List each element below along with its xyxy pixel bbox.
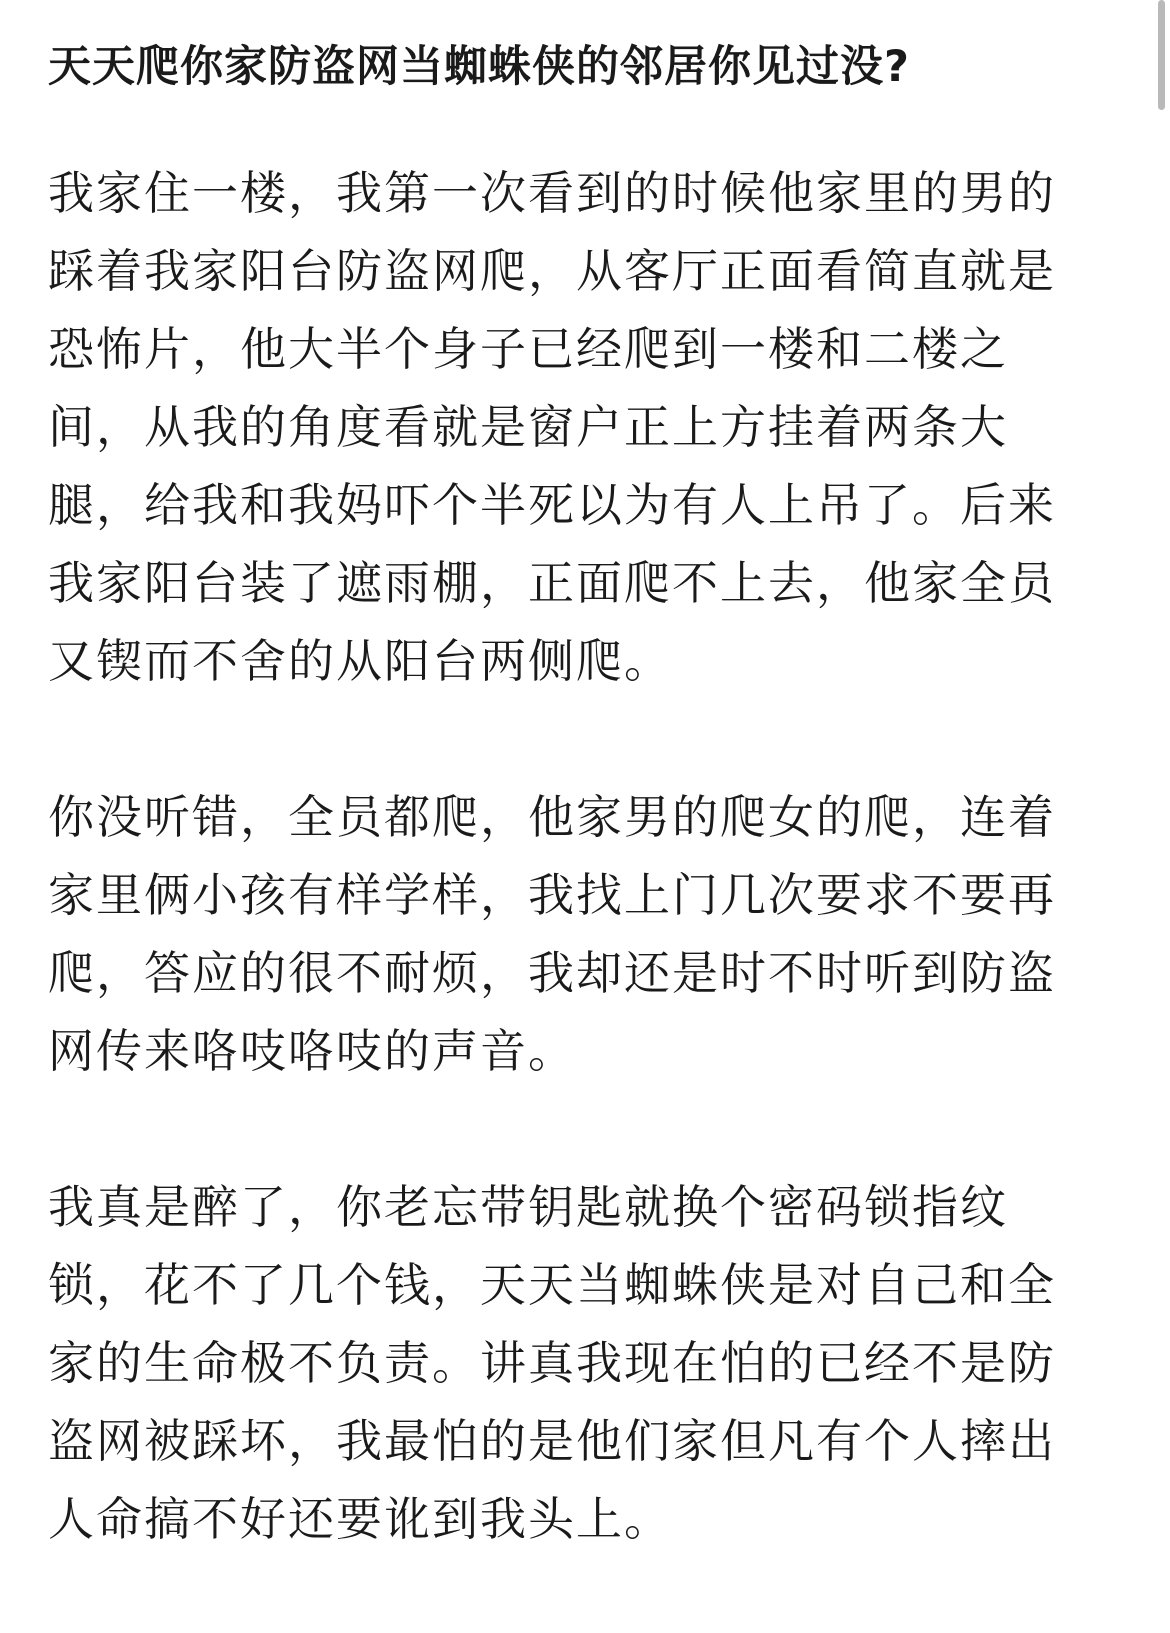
post-content: [48, 34, 1108, 1558]
post-title: 天天爬你家防盗网当蜘蛛侠的邻居你见过没?: [48, 42, 910, 92]
scrollbar-thumb[interactable]: [1158, 0, 1165, 110]
post-paragraph-1: 我家住一楼，我第一次看到的时候他家里的男的 踩着我家阳台防盗网爬，从客厅正面看简直就是 恐怖片，他大半个身子已经爬到一楼和二楼之 间，从我的角度看就是窗户正上方挂着两条大 腿，给我和我妈吓个半死以为有人上吊了。后来 我家阳台装了遮雨棚，正面爬不上去，他家全员 又锲而不舍的从阳台两侧爬。: [48, 166, 1056, 688]
post-paragraph-3: 我真是醉了，你老忘带钥匙就换个密码锁指纹 锁，花不了几个钱，天天当蜘蛛侠是对自己和全 家的生命极不负责。讲真我现在怕的已经不是防 盗网被踩坏，我最怕的是他们家但凡有个人摔出 人命搞不好还要讹到我头上。: [48, 1180, 1056, 1546]
post-paragraph-2: 你没听错，全员都爬，他家男的爬女的爬，连着 家里俩小孩有样学样，我找上门几次要求不要再 爬，答应的很不耐烦，我却还是时不时听到防盗 网传来咯吱咯吱的声音。: [48, 790, 1056, 1078]
scrollbar[interactable]: [1154, 0, 1170, 1633]
